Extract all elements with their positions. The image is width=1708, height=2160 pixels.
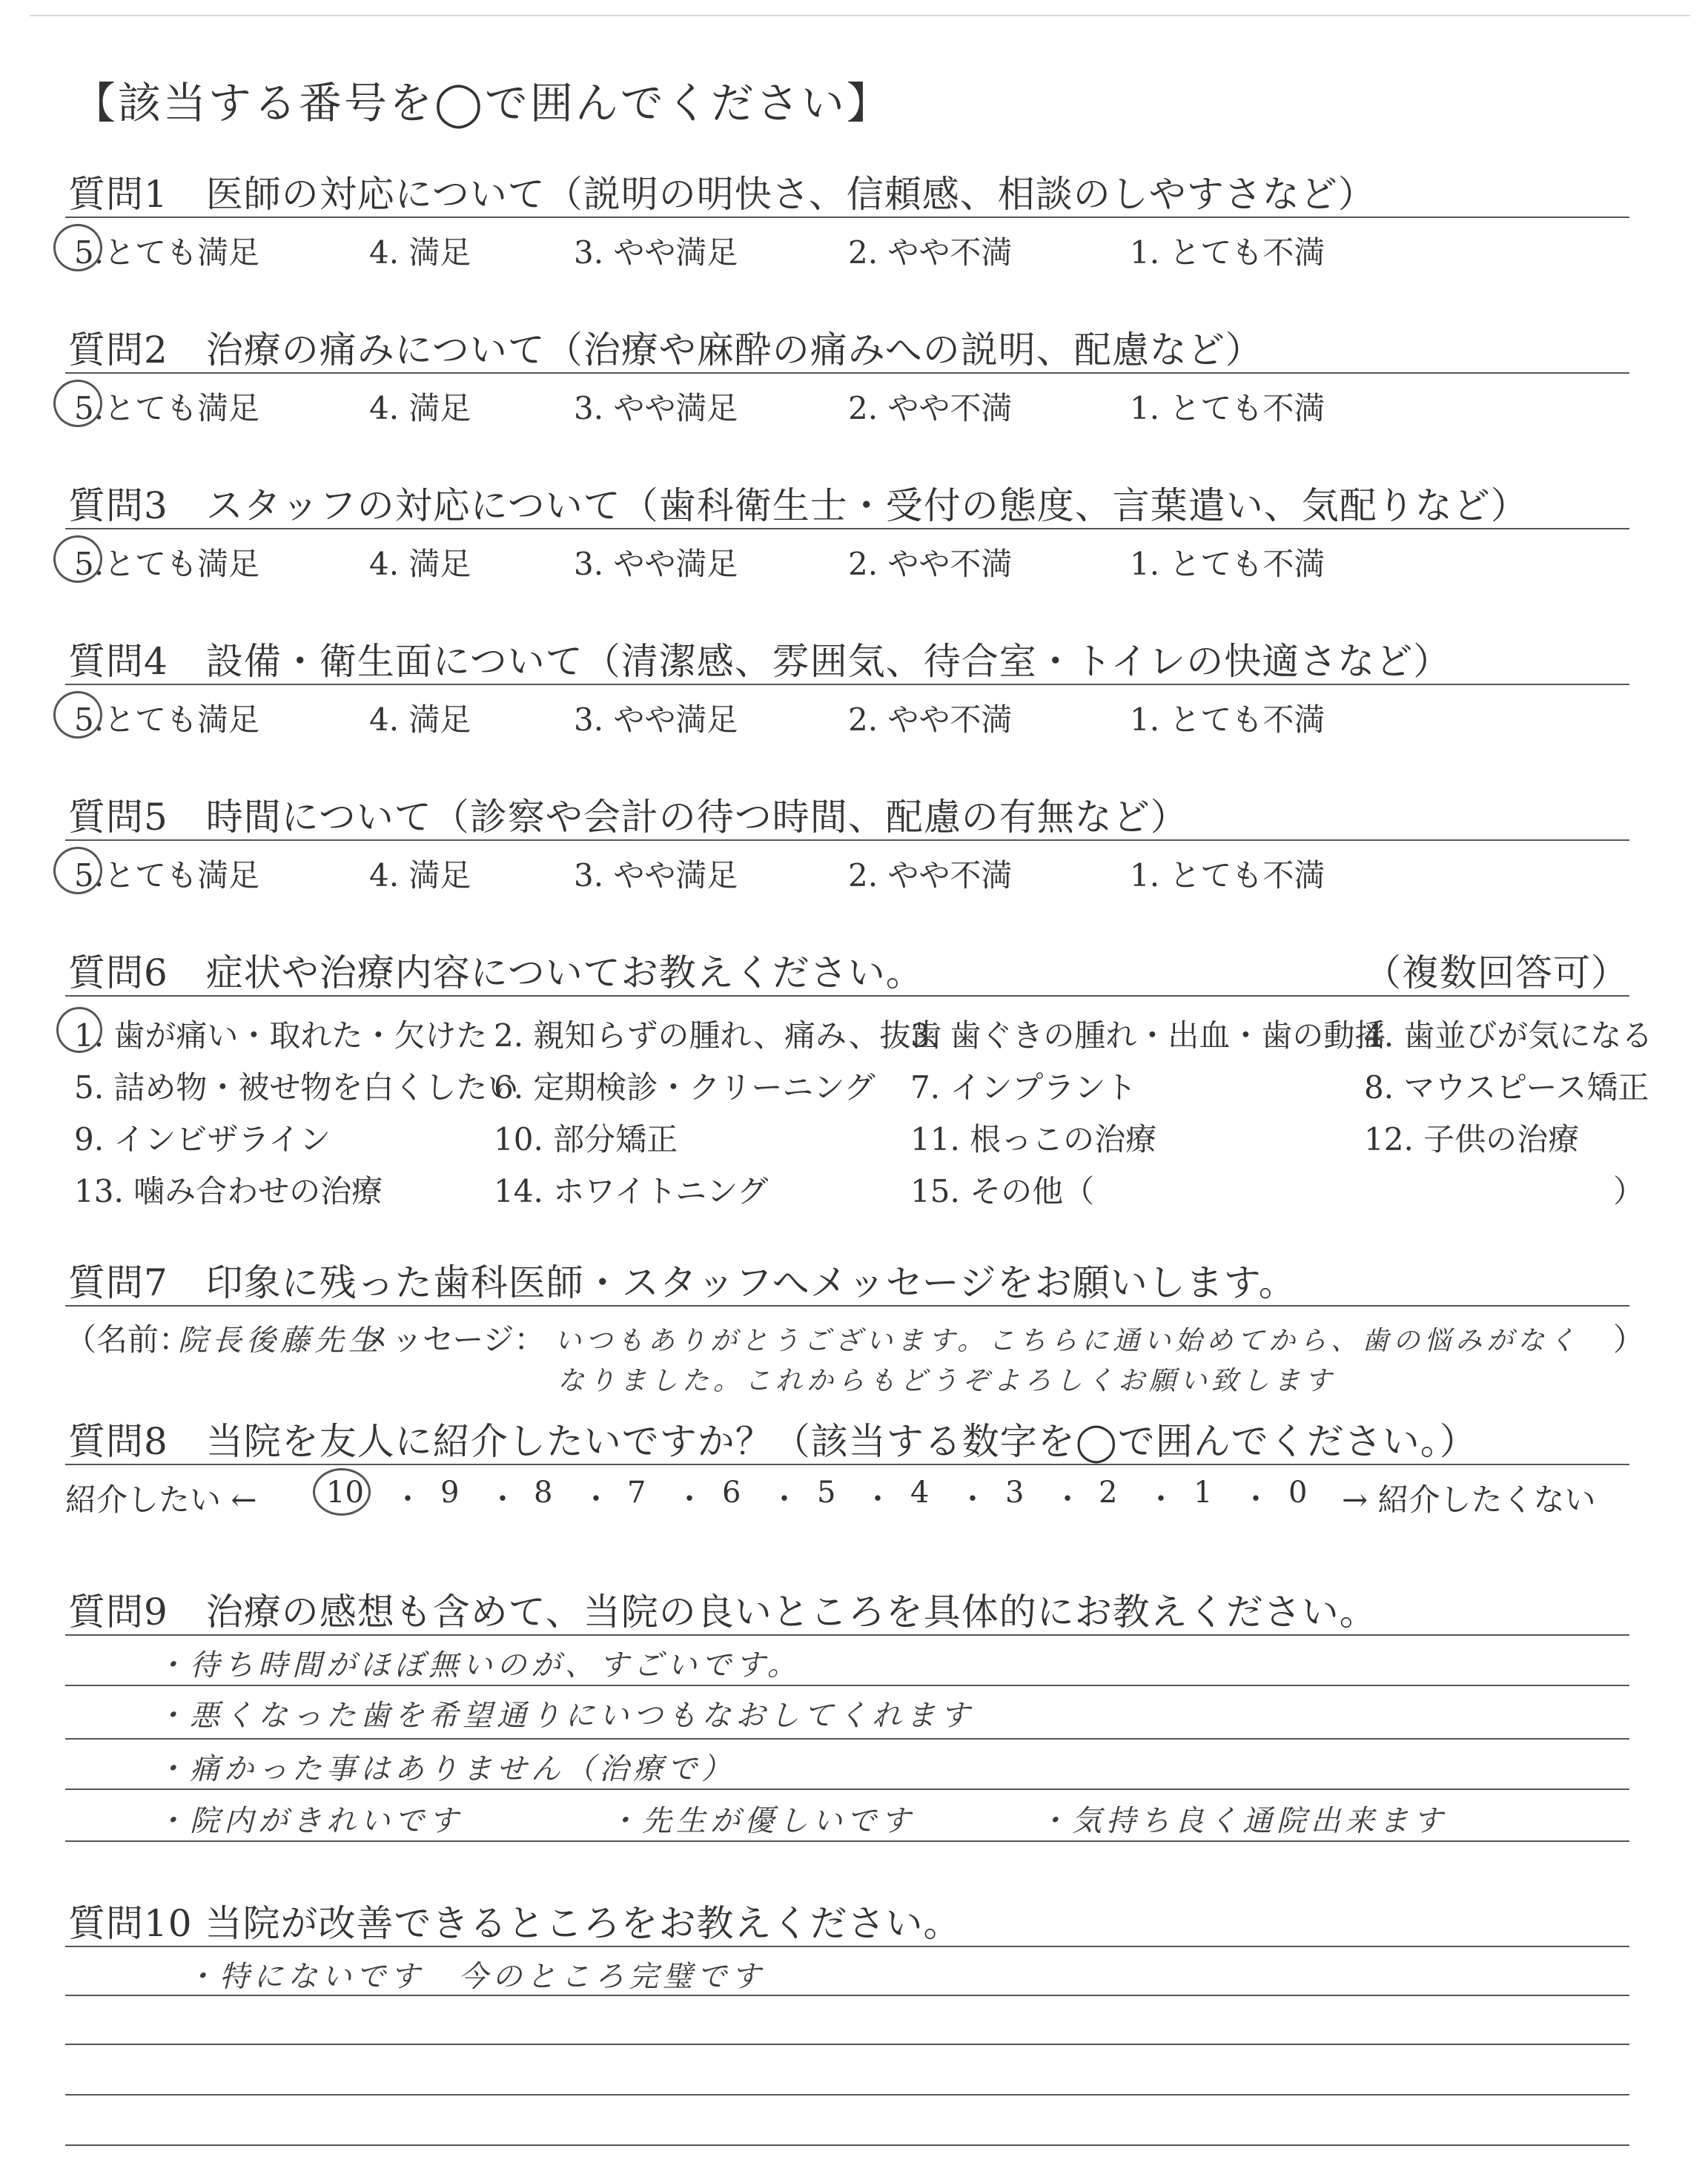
q6-option-5[interactable]: 5. 詰め物・被せ物を白くしたい [74,1069,519,1106]
q5-option-2[interactable]: 2. やや不満 [848,857,1013,894]
q6-close-paren: ） [1613,1173,1645,1209]
top-border [30,15,1690,16]
question-8-title: 質問8 当院を友人に紹介したいですか？（該当する数字を◯で囲んでください。） [68,1420,1477,1463]
q9-answer-3[interactable]: ・痛かった事はありません（治療で） [156,1752,735,1786]
question-6-title: 質問6 症状や治療内容についてお教えください。 [68,951,924,994]
q8-scale-3[interactable]: 3 [1005,1476,1025,1510]
q4-option-5[interactable]: 5.とても満足 [74,701,260,738]
q2-option-2[interactable]: 2. やや不満 [848,390,1013,426]
q6-selected-circle [56,1007,102,1053]
q8-scale-5[interactable]: 5 [817,1476,836,1510]
q1-option-4[interactable]: 4. 満足 [369,234,471,271]
q2-option-3[interactable]: 3. やや満足 [574,390,738,426]
question-6-rule [65,995,1629,997]
question-3-title: 質問3 スタッフの対応について（歯科衛生士・受付の態度、言葉遣い、気配りなど） [68,484,1529,527]
q9-answer-4[interactable]: ・院内がきれいです [156,1804,463,1838]
q6-option-9[interactable]: 9. インビザライン [74,1121,331,1157]
q3-option-5[interactable]: 5.とても満足 [74,546,260,582]
question-4-title: 質問4 設備・衛生面について（清潔感、雰囲気、待合室・トイレの快適さなど） [68,640,1452,683]
q10-rule [65,2044,1629,2045]
q3-option-1[interactable]: 1. とても不満 [1130,546,1325,582]
question-9-title: 質問9 治療の感想も含めて、当院の良いところを具体的にお教えください。 [68,1591,1377,1634]
q9-rule [65,1634,1629,1636]
q8-dot: ・ [1053,1482,1082,1516]
q7-name-value[interactable]: 院長後藤先生 [178,1324,383,1358]
q7-close-paren: ） [1613,1321,1645,1358]
q6-option-8[interactable]: 8. マウスピース矯正 [1364,1069,1649,1106]
q6-option-3[interactable]: 3. 歯ぐきの腫れ・出血・歯の動揺 [910,1017,1386,1054]
q10-answer-1[interactable]: ・特にないです 今のところ完璧です [185,1960,765,1994]
q8-scale-7[interactable]: 7 [627,1476,646,1510]
q1-option-2[interactable]: 2. やや不満 [848,234,1013,271]
question-7-rule [65,1305,1629,1307]
q10-rule [65,2144,1629,2146]
q6-option-6[interactable]: 6. 定期検診・クリーニング [494,1069,875,1106]
q8-dot: ・ [863,1482,893,1516]
q6-option-2[interactable]: 2. 親知らずの腫れ、痛み、抜歯 [494,1017,942,1054]
q6-option-4[interactable]: 4. 歯並びが気になる [1364,1017,1653,1054]
q7-name-label: （名前： [65,1321,191,1358]
q6-option-15[interactable]: 15. その他（ [910,1173,1095,1209]
q2-selected-circle [53,380,102,427]
q9-answer-2[interactable]: ・悪くなった歯を希望通りにいつもなおしてくれます [156,1699,974,1733]
q10-rule [65,2094,1629,2095]
question-2-rule [65,372,1629,374]
question-1-rule [65,217,1629,218]
q8-left-label: 紹介したい ← [65,1482,257,1518]
q9-answer-1[interactable]: ・待ち時間がほぼ無いのが、すごいです。 [156,1648,801,1682]
q9-rule [65,1685,1629,1686]
q8-scale-0[interactable]: 0 [1288,1476,1308,1510]
q3-option-3[interactable]: 3. やや満足 [574,546,738,582]
q8-dot: ・ [581,1482,611,1516]
q7-message-label: メッセージ： [360,1321,546,1358]
question-10-title: 質問10 当院が改善できるところをお教えください。 [68,1902,961,1945]
q3-selected-circle [53,535,102,583]
q4-selected-circle [53,691,102,739]
q2-option-1[interactable]: 1. とても不満 [1130,390,1325,426]
q8-scale-6[interactable]: 6 [722,1476,741,1510]
q8-right-label: → 紹介したくない [1342,1482,1596,1518]
q6-option-10[interactable]: 10. 部分矯正 [494,1121,678,1157]
q8-dot: ・ [1241,1482,1271,1516]
question-2-title: 質問2 治療の痛みについて（治療や麻酔の痛みへの説明、配慮など） [68,328,1263,371]
q5-option-4[interactable]: 4. 満足 [369,857,471,894]
q7-message-line-2[interactable]: なりました。これからもどうぞよろしくお願い致します [557,1366,1337,1396]
question-3-rule [65,528,1629,529]
q3-option-2[interactable]: 2. やや不満 [848,546,1013,582]
q3-option-4[interactable]: 4. 満足 [369,546,471,582]
q2-option-5[interactable]: 5.とても満足 [74,390,260,426]
q6-option-1[interactable]: 1. 歯が痛い・取れた・欠けた [74,1017,488,1054]
q1-option-1[interactable]: 1. とても不満 [1130,234,1325,271]
q8-scale-8[interactable]: 8 [534,1476,553,1510]
q8-dot: ・ [488,1482,517,1516]
q4-option-3[interactable]: 3. やや満足 [574,701,738,738]
q6-option-13[interactable]: 13. 噛み合わせの治療 [74,1173,383,1209]
q5-selected-circle [53,847,102,894]
q9-answer-6[interactable]: ・気持ち良く通院出来ます [1038,1804,1447,1838]
q4-option-4[interactable]: 4. 満足 [369,701,471,738]
question-1-title: 質問1 医師の対応について（説明の明快さ、信頼感、相談のしやすさなど） [68,173,1376,216]
question-5-rule [65,839,1629,841]
q6-option-11[interactable]: 11. 根っこの治療 [910,1121,1157,1157]
q2-option-4[interactable]: 4. 満足 [369,390,471,426]
q6-option-12[interactable]: 12. 子供の治療 [1364,1121,1580,1157]
q1-selected-circle [53,224,102,271]
q5-option-5[interactable]: 5.とても満足 [74,857,260,894]
q7-message-line-1[interactable]: いつもありがとうございます。こちらに通い始めてから、歯の悩みがなく [555,1326,1580,1356]
q5-option-1[interactable]: 1. とても不満 [1130,857,1325,894]
q8-dot: ・ [675,1482,704,1516]
q4-option-2[interactable]: 2. やや不満 [848,701,1013,738]
q8-scale-9[interactable]: 9 [440,1476,460,1510]
q10-rule [65,1995,1629,1996]
question-7-title: 質問7 印象に残った歯科医師・スタッフへメッセージをお願いします。 [68,1261,1297,1304]
q8-selected-circle [313,1468,371,1516]
q4-option-1[interactable]: 1. とても不満 [1130,701,1325,738]
q6-option-14[interactable]: 14. ホワイトニング [494,1173,769,1209]
q6-option-7[interactable]: 7. インプラント [910,1069,1137,1106]
q8-scale-2[interactable]: 2 [1099,1476,1118,1510]
q9-rule [65,1789,1629,1790]
q8-scale-1[interactable]: 1 [1194,1476,1213,1510]
q8-scale-4[interactable]: 4 [910,1476,930,1510]
q8-dot: ・ [393,1482,423,1516]
q1-option-3[interactable]: 3. やや満足 [574,234,738,271]
q9-answer-5[interactable]: ・先生が優しいです [608,1804,915,1838]
question-4-rule [65,684,1629,685]
q1-option-5[interactable]: 5.とても満足 [74,234,260,271]
question-6-note: （複数回答可） [1364,951,1629,994]
q8-dot: ・ [958,1482,987,1516]
q10-rule [65,1946,1629,1947]
question-5-title: 質問5 時間について（診察や会計の待つ時間、配慮の有無など） [68,796,1188,839]
q9-rule [65,1840,1629,1842]
page-heading: 【該当する番号を◯で囲んでください】 [73,78,892,128]
q8-dot: ・ [769,1482,799,1516]
q8-scale-10[interactable]: 10 [326,1476,364,1510]
q8-dot: ・ [1146,1482,1176,1516]
q9-rule [65,1738,1629,1740]
q5-option-3[interactable]: 3. やや満足 [574,857,738,894]
question-8-rule [65,1464,1629,1465]
